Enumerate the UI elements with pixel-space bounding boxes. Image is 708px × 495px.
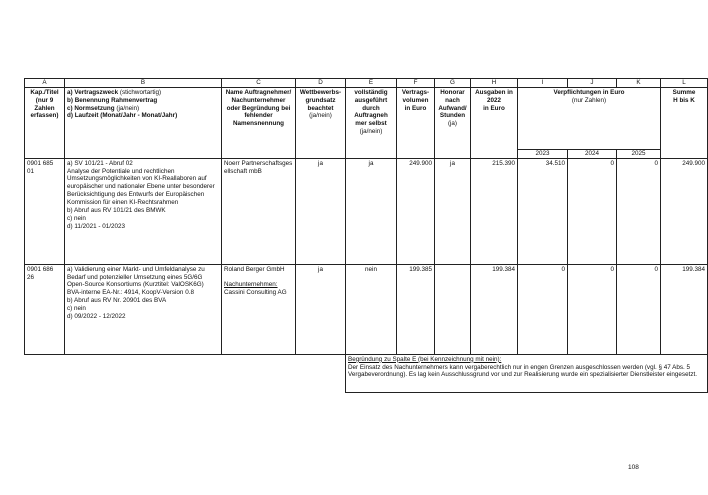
header-summe: Summe H bis K bbox=[661, 87, 708, 158]
header-vollstaendig-ausgefuehrt: vollständig ausgeführt durch Auftragneh mer selbst (ja/nein) bbox=[346, 87, 397, 158]
year-2024: 2024 bbox=[568, 149, 617, 158]
honorar-cell bbox=[435, 264, 471, 354]
column-letter: B bbox=[65, 79, 222, 88]
header-honorar: Honorar nach Aufwand/ Stunden (ja) bbox=[435, 87, 471, 158]
summe-cell: 199.384 bbox=[661, 264, 708, 354]
page-number: 108 bbox=[628, 464, 639, 471]
table-row bbox=[25, 158, 708, 264]
header-ausgaben-2022: Ausgaben in 2022 in Euro bbox=[471, 87, 518, 158]
column-letter: D bbox=[296, 79, 346, 88]
ausgefuehrt-cell: ja bbox=[346, 158, 397, 264]
column-letter: F bbox=[397, 79, 435, 88]
note-heading: Begründung zu Spalte E (bei Kennzeichnung mit nein): bbox=[348, 355, 502, 363]
year-2025: 2025 bbox=[617, 149, 661, 158]
verpflichtung-2023-cell: 0 bbox=[518, 264, 568, 354]
column-letter: A bbox=[25, 79, 65, 88]
column-letter: H bbox=[471, 79, 518, 88]
ausgefuehrt-cell: nein bbox=[346, 264, 397, 354]
expenditure-table bbox=[24, 78, 708, 393]
vertragsvolumen-cell: 249.900 bbox=[397, 158, 435, 264]
verpflichtung-2025-cell: 0 bbox=[617, 264, 661, 354]
ausgaben-2022-cell: 215.390 bbox=[471, 158, 518, 264]
column-letter-row bbox=[25, 79, 708, 88]
vertragszweck-cell: a) SV 101/21 - Abruf 02 Analyse der Potentiale und rechtlichen Umsetzungsmöglichkeiten von KI-Reallaboren auf europäischer und nationaler Ebene unter besonderer Berücksichtigung des Entwurfs der Europäischen Kommission für einen KI-Rechtsrahmen b) Abruf aus RV 101/21 des BMWK c) nein d) 11/2021 - 01/2023 bbox=[65, 158, 222, 264]
verpflichtung-2025-cell: 0 bbox=[617, 158, 661, 264]
column-letter: K bbox=[617, 79, 661, 88]
column-letter: C bbox=[222, 79, 296, 88]
verpflichtung-2023-cell: 34.510 bbox=[518, 158, 568, 264]
column-letter: G bbox=[435, 79, 471, 88]
column-letter: E bbox=[346, 79, 397, 88]
vertragsvolumen-cell: 199.385 bbox=[397, 264, 435, 354]
begruendung-note bbox=[346, 354, 708, 392]
kap-titel-cell: 0901 686 26 bbox=[25, 264, 65, 354]
summe-cell: 249.900 bbox=[661, 158, 708, 264]
header-verpflichtungen: Verpflichtungen in Euro (nur Zahlen) bbox=[518, 87, 661, 149]
column-letter: L bbox=[661, 79, 708, 88]
verpflichtung-2024-cell: 0 bbox=[568, 264, 617, 354]
vertragszweck-cell: a) Validierung einer Markt- und Umfeldanalyse zu Bedarf und potenzieller Umsetzung eines 5G/6G Open-Source Konsortiums (Kurztitel: ValOSK6G) BVA-interne EA-Nr.: 4914, KoopV-Version 0.8 b) Abruf aus RV Nr. 20901 des BVA c) nein d) 09/2022 - 12/2022 bbox=[65, 264, 222, 354]
column-letter: J bbox=[568, 79, 617, 88]
header-row bbox=[25, 87, 708, 149]
header-auftragnehmer: Name Auftragnehmer/ Nachunternehmer oder Begründung bei fehlender Namensnennung bbox=[222, 87, 296, 158]
ausgaben-2022-cell: 199.384 bbox=[471, 264, 518, 354]
verpflichtung-2024-cell: 0 bbox=[568, 158, 617, 264]
wettbewerb-cell: ja bbox=[296, 158, 346, 264]
table-row bbox=[25, 264, 708, 354]
header-kap-titel: Kap./Titel (nur 9 Zahlen erfassen) bbox=[25, 87, 65, 158]
wettbewerb-cell: ja bbox=[296, 264, 346, 354]
year-2023: 2023 bbox=[518, 149, 568, 158]
note-text: Der Einsatz des Nachunternehmers kann vergaberechtlich nur in engen Grenzen ausgeschlossen werden (vgl. § 47 Abs. 5 Vergabeverordnung). Es lag kein Ausschlussgrund vor und zur Realisierung wurde ein spezialisierter Dienstleister eingesetzt. bbox=[348, 363, 697, 379]
header-vertragsvolumen: Vertrags- volumen in Euro bbox=[397, 87, 435, 158]
note-row bbox=[25, 354, 708, 392]
note-spacer bbox=[25, 354, 346, 392]
kap-titel-cell: 0901 685 01 bbox=[25, 158, 65, 264]
auftragnehmer-cell: Noerr Partnerschaftsgesellschaft mbB bbox=[222, 158, 296, 264]
column-letter: I bbox=[518, 79, 568, 88]
honorar-cell: ja bbox=[435, 158, 471, 264]
auftragnehmer-cell: Roland Berger GmbH Nachunternehmen: Cassini Consulting AG bbox=[222, 264, 296, 354]
header-vertragszweck: a) Vertragszweck (stichwortartig) b) Benennung Rahmenvertrag c) Normsetzung (ja/nein) d) Laufzeit (Monat/Jahr - Monat/Jahr) bbox=[65, 87, 222, 158]
header-wettbewerbsgrundsatz: Wettbewerbs- grundsatz beachtet (ja/nein) bbox=[296, 87, 346, 158]
